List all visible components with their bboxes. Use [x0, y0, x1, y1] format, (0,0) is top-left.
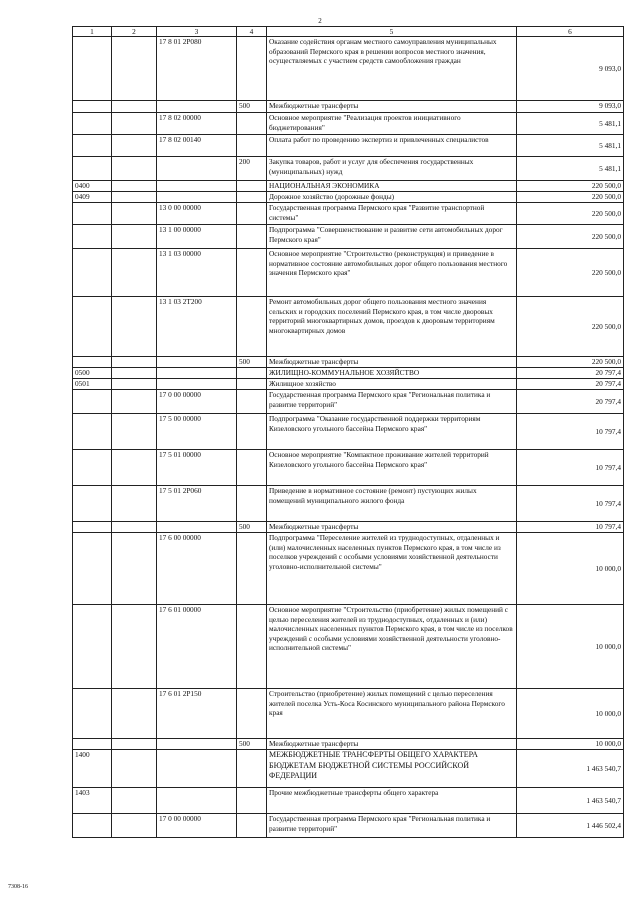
amount-cell: 20 797,4	[517, 390, 624, 414]
target-article-cell: 17 8 01 2P080	[157, 37, 237, 101]
amount-cell: 220 500,0	[517, 357, 624, 368]
name-cell: Строительство (приобретение) жилых помещений с целью переселения жителей поселка Усть-Коса Косинского муниципального района Пермского края	[267, 689, 517, 739]
amount-cell: 1 463 540,7	[517, 750, 624, 788]
header-cell: 6	[517, 27, 624, 37]
table-row	[73, 605, 624, 689]
subsection-code-cell	[112, 37, 157, 101]
amount-cell: 220 500,0	[517, 203, 624, 225]
target-article-cell	[157, 739, 237, 750]
expense-type-cell	[237, 689, 267, 739]
target-article-cell: 13 0 00 00000	[157, 203, 237, 225]
expense-type-cell	[237, 181, 267, 192]
subsection-code-cell	[112, 357, 157, 368]
subsection-code-cell	[112, 101, 157, 113]
table-row	[73, 113, 624, 135]
section-code-cell	[73, 739, 112, 750]
section-code-cell	[73, 157, 112, 181]
section-code-cell	[73, 101, 112, 113]
name-cell: Межбюджетные трансферты	[267, 739, 517, 750]
table-row	[73, 450, 624, 486]
subsection-code-cell	[112, 788, 157, 814]
target-article-cell: 17 6 00 00000	[157, 533, 237, 605]
subsection-code-cell	[112, 533, 157, 605]
section-code-cell	[73, 522, 112, 533]
target-article-cell: 17 8 02 00140	[157, 135, 237, 157]
name-cell: ЖИЛИЩНО-КОММУНАЛЬНОЕ ХОЗЯЙСТВО	[267, 368, 517, 379]
amount-cell: 10 000,0	[517, 533, 624, 605]
section-code-cell	[73, 605, 112, 689]
table-row	[73, 739, 624, 750]
target-article-cell: 17 5 01 00000	[157, 450, 237, 486]
amount-cell: 220 500,0	[517, 181, 624, 192]
subsection-code-cell	[112, 203, 157, 225]
expense-type-cell	[237, 414, 267, 450]
header-cell: 1	[73, 27, 112, 37]
table-row	[73, 379, 624, 390]
target-article-cell	[157, 157, 237, 181]
section-code-cell: 1403	[73, 788, 112, 814]
section-code-cell	[73, 225, 112, 249]
target-article-cell: 17 8 02 00000	[157, 113, 237, 135]
expense-type-cell	[237, 486, 267, 522]
subsection-code-cell	[112, 814, 157, 838]
amount-cell: 10 797,4	[517, 486, 624, 522]
amount-cell: 10 797,4	[517, 414, 624, 450]
name-cell: Основное мероприятие "Компактное проживание жителей территорий Кизеловского угольного бассейна Пермского края"	[267, 450, 517, 486]
section-code-cell: 0501	[73, 379, 112, 390]
subsection-code-cell	[112, 689, 157, 739]
section-code-cell: 0400	[73, 181, 112, 192]
amount-cell: 9 093,0	[517, 101, 624, 113]
amount-cell: 10 797,4	[517, 450, 624, 486]
amount-cell: 220 500,0	[517, 249, 624, 297]
header-cell: 2	[112, 27, 157, 37]
target-article-cell	[157, 522, 237, 533]
expense-type-cell: 500	[237, 522, 267, 533]
target-article-cell	[157, 379, 237, 390]
subsection-code-cell	[112, 135, 157, 157]
amount-cell: 220 500,0	[517, 225, 624, 249]
name-cell: Межбюджетные трансферты	[267, 101, 517, 113]
subsection-code-cell	[112, 297, 157, 357]
target-article-cell: 13 1 03 2T200	[157, 297, 237, 357]
expense-type-cell	[237, 379, 267, 390]
section-code-cell	[73, 357, 112, 368]
section-code-cell	[73, 297, 112, 357]
table-row	[73, 486, 624, 522]
section-code-cell	[73, 135, 112, 157]
expense-type-cell	[237, 390, 267, 414]
page-number: 2	[318, 17, 322, 25]
expense-type-cell	[237, 225, 267, 249]
subsection-code-cell	[112, 368, 157, 379]
target-article-cell: 17 0 00 00000	[157, 814, 237, 838]
amount-cell: 220 500,0	[517, 297, 624, 357]
budget-table	[72, 26, 624, 838]
expense-type-cell	[237, 605, 267, 689]
table-row	[73, 135, 624, 157]
name-cell: МЕЖБЮДЖЕТНЫЕ ТРАНСФЕРТЫ ОБЩЕГО ХАРАКТЕРА БЮДЖЕТАМ БЮДЖЕТНОЙ СИСТЕМЫ РОССИЙСКОЙ ФЕДЕРАЦИИ	[267, 750, 517, 788]
subsection-code-cell	[112, 522, 157, 533]
subsection-code-cell	[112, 605, 157, 689]
header-cell: 3	[157, 27, 237, 37]
expense-type-cell	[237, 788, 267, 814]
expense-type-cell	[237, 368, 267, 379]
expense-type-cell	[237, 37, 267, 101]
amount-cell: 10 000,0	[517, 689, 624, 739]
table-row	[73, 37, 624, 101]
subsection-code-cell	[112, 181, 157, 192]
name-cell: Основное мероприятие "Строительство (приобретение) жилых помещений с целью переселения жителей из труднодоступных, отдаленных и (или) малочисленных населенных пунктов Пермского края, в том числе из поселков учреждений с особыми условиями хозяйственной деятельности уголовно-исполнительной системы"	[267, 605, 517, 689]
table-row	[73, 390, 624, 414]
section-code-cell	[73, 533, 112, 605]
table-row	[73, 101, 624, 113]
amount-cell: 10 797,4	[517, 522, 624, 533]
header-row	[73, 27, 624, 37]
name-cell: НАЦИОНАЛЬНАЯ ЭКОНОМИКА	[267, 181, 517, 192]
target-article-cell: 17 6 01 00000	[157, 605, 237, 689]
subsection-code-cell	[112, 157, 157, 181]
name-cell: Закупка товаров, работ и услуг для обеспечения государственных (муниципальных) нужд	[267, 157, 517, 181]
name-cell: Оказание содействия органам местного самоуправления муниципальных образований Пермского края в решении вопросов местного значения, осуществляемых с участием средств самообложения граждан	[267, 37, 517, 101]
target-article-cell	[157, 357, 237, 368]
expense-type-cell	[237, 203, 267, 225]
table-row	[73, 368, 624, 379]
name-cell: Основное мероприятие "Строительство (реконструкция) и приведение в нормативное состояние автомобильных дорог общего пользования местного значения Пермского края"	[267, 249, 517, 297]
amount-cell: 220 500,0	[517, 192, 624, 203]
subsection-code-cell	[112, 379, 157, 390]
expense-type-cell: 500	[237, 101, 267, 113]
expense-type-cell	[237, 192, 267, 203]
amount-cell: 1 463 540,7	[517, 788, 624, 814]
target-article-cell	[157, 181, 237, 192]
target-article-cell: 13 1 00 00000	[157, 225, 237, 249]
expense-type-cell: 200	[237, 157, 267, 181]
header-cell: 5	[267, 27, 517, 37]
expense-type-cell	[237, 249, 267, 297]
table-row	[73, 788, 624, 814]
section-code-cell	[73, 390, 112, 414]
name-cell: Дорожное хозяйство (дорожные фонды)	[267, 192, 517, 203]
expense-type-cell	[237, 135, 267, 157]
subsection-code-cell	[112, 450, 157, 486]
header-cell: 4	[237, 27, 267, 37]
section-code-cell	[73, 203, 112, 225]
name-cell: Межбюджетные трансферты	[267, 522, 517, 533]
expense-type-cell: 500	[237, 357, 267, 368]
amount-cell: 5 481,1	[517, 157, 624, 181]
amount-cell: 10 000,0	[517, 739, 624, 750]
expense-type-cell	[237, 297, 267, 357]
expense-type-cell	[237, 750, 267, 788]
section-code-cell	[73, 249, 112, 297]
amount-cell: 20 797,4	[517, 368, 624, 379]
subsection-code-cell	[112, 739, 157, 750]
name-cell: Основное мероприятие "Реализация проектов инициативного бюджетирования"	[267, 113, 517, 135]
name-cell: Государственная программа Пермского края "Региональная политика и развитие территорий"	[267, 390, 517, 414]
table-row	[73, 533, 624, 605]
section-code-cell	[73, 450, 112, 486]
section-code-cell	[73, 689, 112, 739]
section-code-cell	[73, 486, 112, 522]
section-code-cell	[73, 814, 112, 838]
name-cell: Жилищное хозяйство	[267, 379, 517, 390]
table-row	[73, 814, 624, 838]
name-cell: Оплата работ по проведению экспертиз и привлеченных специалистов	[267, 135, 517, 157]
expense-type-cell	[237, 113, 267, 135]
subsection-code-cell	[112, 249, 157, 297]
table-row	[73, 181, 624, 192]
amount-cell: 5 481,1	[517, 135, 624, 157]
section-code-cell	[73, 37, 112, 101]
section-code-cell: 0500	[73, 368, 112, 379]
target-article-cell: 17 5 00 00000	[157, 414, 237, 450]
footer-code: 7308-16	[8, 884, 28, 890]
expense-type-cell	[237, 533, 267, 605]
section-code-cell: 0409	[73, 192, 112, 203]
amount-cell: 10 000,0	[517, 605, 624, 689]
amount-cell: 1 446 502,4	[517, 814, 624, 838]
name-cell: Подпрограмма "Оказание государственной поддержки территориям Кизеловского угольного бассейна Пермского края"	[267, 414, 517, 450]
expense-type-cell	[237, 450, 267, 486]
target-article-cell	[157, 101, 237, 113]
table-row	[73, 297, 624, 357]
subsection-code-cell	[112, 390, 157, 414]
name-cell: Подпрограмма "Совершенствование и развитие сети автомобильных дорог Пермского края"	[267, 225, 517, 249]
table-row	[73, 357, 624, 368]
amount-cell: 9 093,0	[517, 37, 624, 101]
target-article-cell: 17 6 01 2P150	[157, 689, 237, 739]
target-article-cell	[157, 192, 237, 203]
table-row	[73, 249, 624, 297]
table-row	[73, 689, 624, 739]
table-row	[73, 203, 624, 225]
name-cell: Ремонт автомобильных дорог общего пользования местного значения сельских и городских поселений Пермского края, в том числе дворовых территорий многоквартирных домов, проездов к дворовым территориям многоквартирных домов	[267, 297, 517, 357]
table-row	[73, 522, 624, 533]
target-article-cell	[157, 788, 237, 814]
table-row	[73, 750, 624, 788]
target-article-cell: 13 1 03 00000	[157, 249, 237, 297]
target-article-cell	[157, 368, 237, 379]
amount-cell: 20 797,4	[517, 379, 624, 390]
section-code-cell	[73, 113, 112, 135]
name-cell: Межбюджетные трансферты	[267, 357, 517, 368]
name-cell: Подпрограмма "Переселение жителей из труднодоступных, отдаленных и (или) малочисленных населенных пунктов Пермского края, в том числе из поселков учреждений с особыми условиями хозяйственной деятельности уголовно-исполнительной системы"	[267, 533, 517, 605]
section-code-cell: 1400	[73, 750, 112, 788]
subsection-code-cell	[112, 750, 157, 788]
table-row	[73, 225, 624, 249]
subsection-code-cell	[112, 113, 157, 135]
target-article-cell	[157, 750, 237, 788]
name-cell: Прочие межбюджетные трансферты общего характера	[267, 788, 517, 814]
expense-type-cell: 500	[237, 739, 267, 750]
table-row	[73, 414, 624, 450]
subsection-code-cell	[112, 192, 157, 203]
table-row	[73, 192, 624, 203]
subsection-code-cell	[112, 486, 157, 522]
table-row	[73, 157, 624, 181]
target-article-cell: 17 5 01 2P060	[157, 486, 237, 522]
name-cell: Государственная программа Пермского края "Региональная политика и развитие территорий"	[267, 814, 517, 838]
target-article-cell: 17 0 00 00000	[157, 390, 237, 414]
subsection-code-cell	[112, 414, 157, 450]
name-cell: Государственная программа Пермского края "Развитие транспортной системы"	[267, 203, 517, 225]
expense-type-cell	[237, 814, 267, 838]
name-cell: Приведение в нормативное состояние (ремонт) пустующих жилых помещений муниципального жилого фонда	[267, 486, 517, 522]
section-code-cell	[73, 414, 112, 450]
subsection-code-cell	[112, 225, 157, 249]
amount-cell: 5 481,1	[517, 113, 624, 135]
